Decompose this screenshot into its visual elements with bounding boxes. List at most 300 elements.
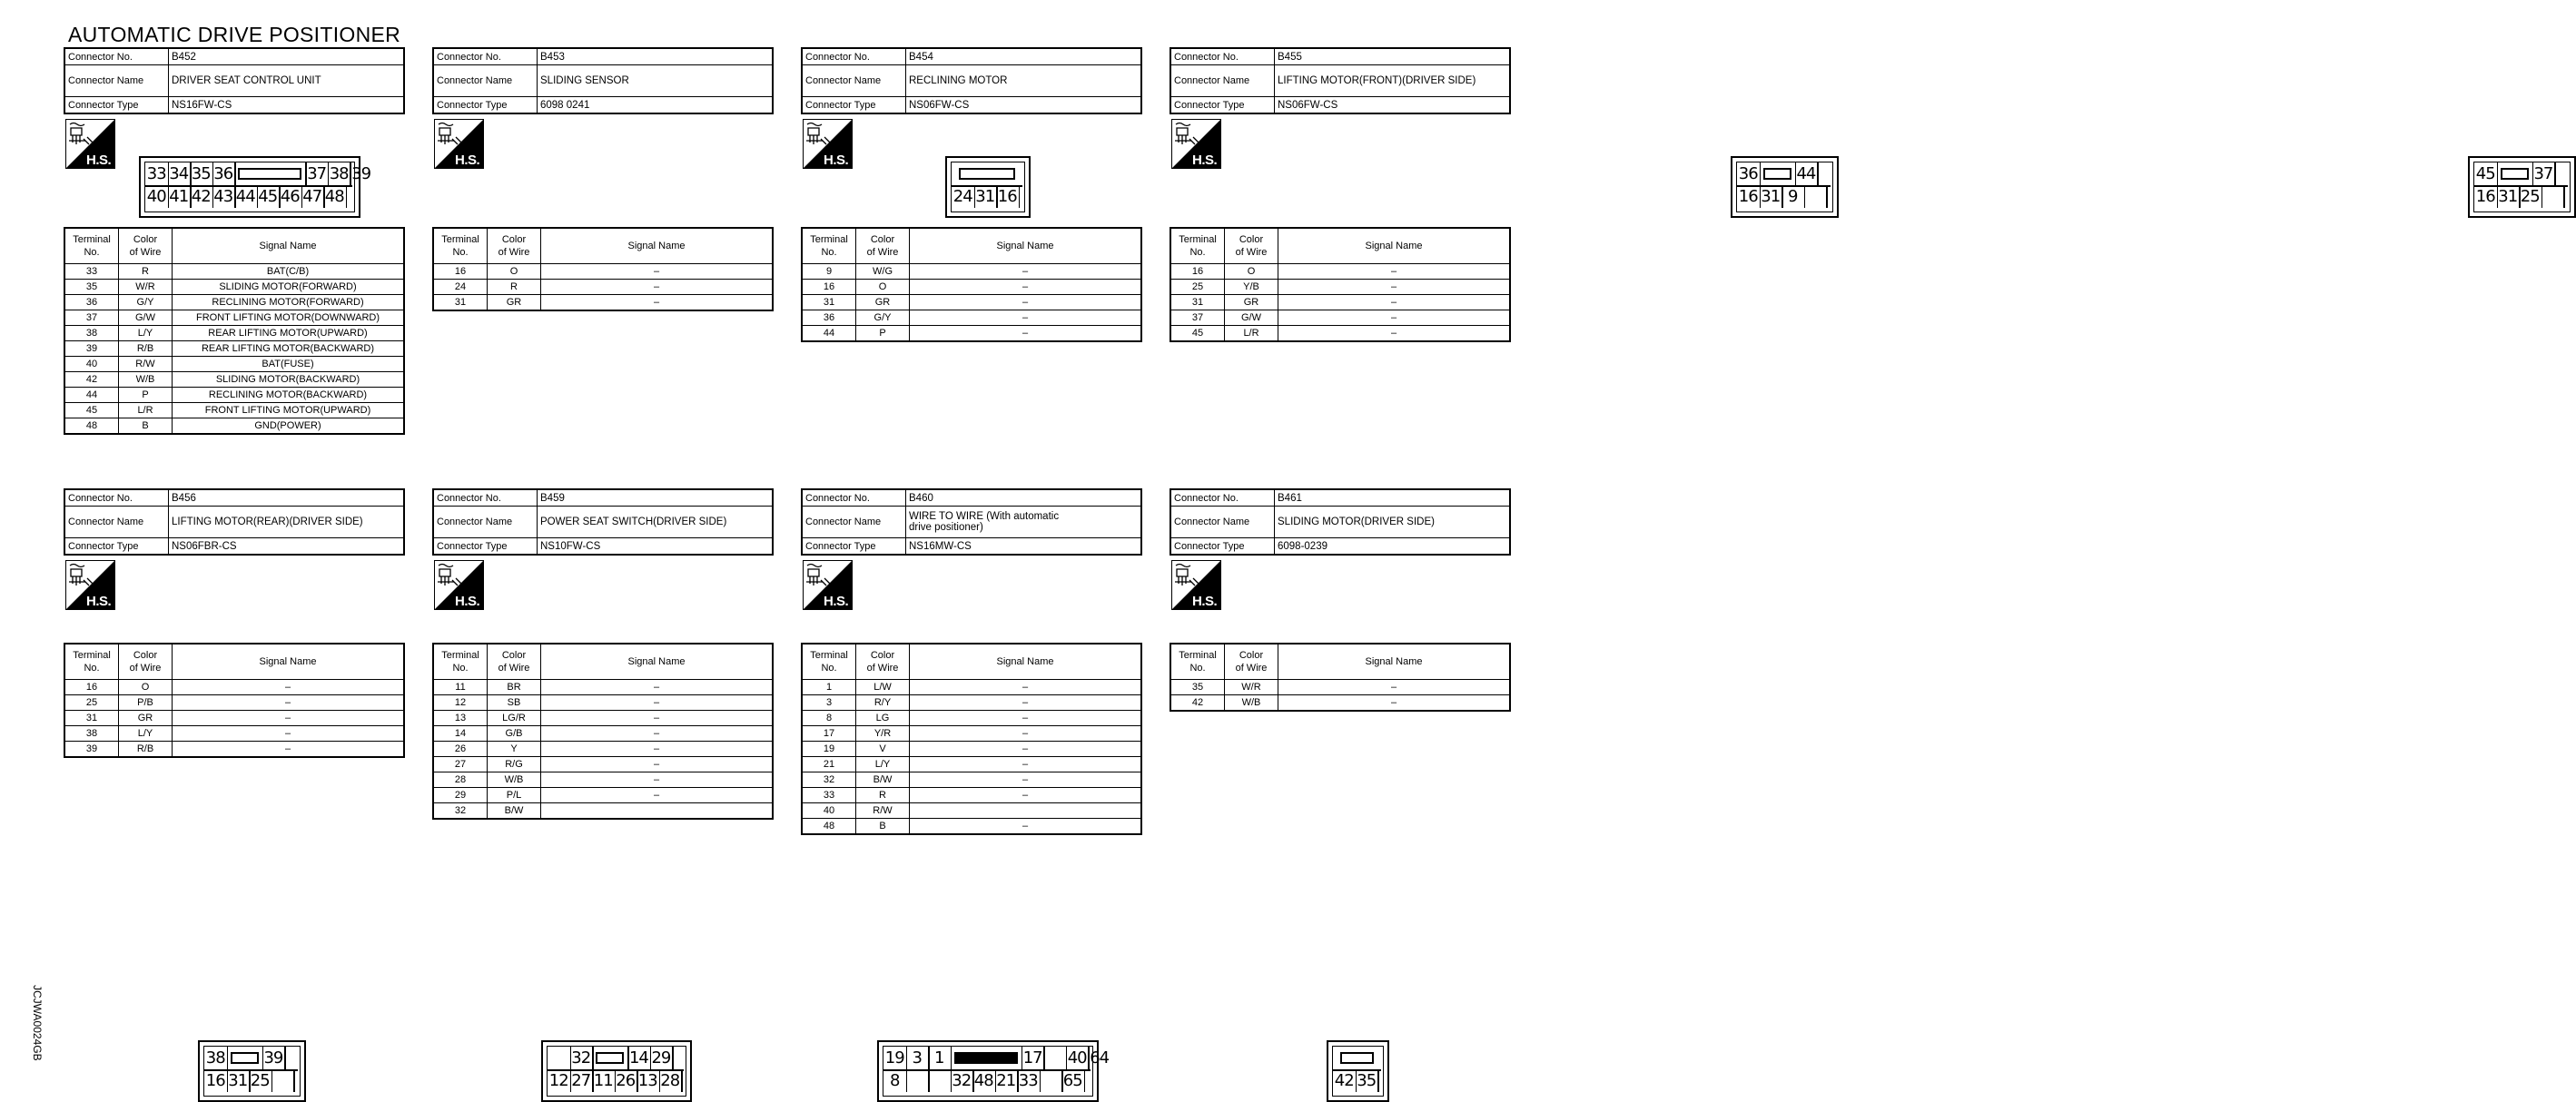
terminal-signal-table xyxy=(801,643,1142,835)
connector-face-diagram xyxy=(945,156,1031,218)
table-row xyxy=(802,280,1141,295)
harness-side-icon xyxy=(65,119,115,169)
connector-pin: 38 xyxy=(329,164,349,183)
terminal-header-line-2: No. xyxy=(84,247,100,258)
terminal-no-cell: 24 xyxy=(433,280,488,295)
signal-name-cell: – xyxy=(541,742,774,757)
table-row xyxy=(1170,280,1510,295)
wire-color-cell: L/Y xyxy=(119,326,173,341)
color-header-line-2: of Wire xyxy=(498,247,530,258)
wire-color-cell: L/Y xyxy=(119,726,173,742)
harness-side-icon xyxy=(1171,560,1221,610)
connector-no-row xyxy=(64,48,404,65)
signal-name-cell: – xyxy=(910,280,1142,295)
color-header-line-1: Color xyxy=(870,234,895,245)
connector-pin: 37 xyxy=(307,164,327,183)
connector-pin: 24 xyxy=(952,187,972,206)
terminal-no-cell: 37 xyxy=(64,310,119,326)
wire-color-cell: P/L xyxy=(488,788,541,803)
table-row xyxy=(1170,695,1510,712)
connector-pin: 64 xyxy=(1090,1048,1110,1068)
wire-color-cell: R/Y xyxy=(856,695,910,711)
signal-name-cell: SLIDING MOTOR(FORWARD) xyxy=(173,280,405,295)
connector-pin: 25 xyxy=(2520,187,2540,206)
table-row xyxy=(802,819,1141,835)
wire-color-cell: L/Y xyxy=(856,757,910,772)
terminal-signal-table xyxy=(1170,643,1511,712)
wire-color-cell: W/G xyxy=(856,264,910,280)
table-row xyxy=(433,295,773,311)
connector-pin xyxy=(1040,1069,1062,1092)
connector-no-row xyxy=(433,48,773,65)
terminal-no-cell: 25 xyxy=(1170,280,1225,295)
signal-name-header: Signal Name xyxy=(541,228,774,264)
connector-face-diagram xyxy=(2468,156,2576,218)
connector-name-value: LIFTING MOTOR(FRONT)(DRIVER SIDE) xyxy=(1275,65,1511,97)
terminal-no-cell: 44 xyxy=(64,388,119,403)
connector-type-row xyxy=(64,538,404,556)
connector-type-value: 6098 0241 xyxy=(538,97,774,114)
figure-code: JCJWA0024GB xyxy=(31,985,44,1061)
wire-color-cell: R/B xyxy=(119,742,173,758)
wire-color-cell: GR xyxy=(119,711,173,726)
connector-header-table xyxy=(432,488,774,556)
table-row xyxy=(64,280,404,295)
connector-face-inner xyxy=(1332,1046,1384,1097)
color-header-line-2: of Wire xyxy=(129,247,162,258)
connector-type-row xyxy=(433,97,773,114)
connector-pin: 14 xyxy=(628,1048,648,1068)
terminal-no-cell: 35 xyxy=(1170,680,1225,695)
connector-pin: 28 xyxy=(660,1071,680,1090)
connector-name-row xyxy=(1170,507,1510,538)
signal-name-cell: – xyxy=(541,711,774,726)
wire-color-cell: V xyxy=(856,742,910,757)
table-row xyxy=(802,803,1141,819)
terminal-header-line-2: No. xyxy=(1189,663,1206,674)
table-row xyxy=(64,357,404,372)
connector-type-row xyxy=(433,538,773,556)
table-row xyxy=(802,711,1141,726)
connector-pin: 40 xyxy=(146,187,166,206)
connector-no-row xyxy=(433,489,773,507)
terminal-no-cell: 40 xyxy=(802,803,856,819)
connector-type-row xyxy=(1170,538,1510,556)
wire-color-cell: GR xyxy=(488,295,541,311)
terminal-no-cell: 33 xyxy=(802,788,856,803)
table-row xyxy=(64,264,404,280)
wire-color-cell: G/Y xyxy=(856,310,910,326)
connector-pin-divider xyxy=(346,185,348,208)
table-row xyxy=(802,680,1141,695)
signal-name-header: Signal Name xyxy=(910,228,1142,264)
color-header-line-2: of Wire xyxy=(1235,247,1268,258)
wire-color-cell: R xyxy=(488,280,541,295)
connector-type-value: NS16FW-CS xyxy=(169,97,405,114)
wire-color-header xyxy=(856,228,910,264)
table-row xyxy=(433,726,773,742)
connector-no-row xyxy=(64,489,404,507)
table-row xyxy=(64,388,404,403)
table-row xyxy=(433,803,773,820)
signal-name-cell: BAT(FUSE) xyxy=(173,357,405,372)
terminal-no-cell: 28 xyxy=(433,772,488,788)
connector-block-b461 xyxy=(1170,488,1511,1090)
connector-pin: 13 xyxy=(637,1071,657,1090)
terminal-table-header xyxy=(64,228,404,264)
connector-pin-divider xyxy=(672,1047,674,1069)
connector-no-value: B454 xyxy=(906,48,1142,65)
connector-pin: 8 xyxy=(890,1071,900,1090)
connector-face-inner xyxy=(883,1046,1110,1097)
connector-no-value: B455 xyxy=(1275,48,1511,65)
table-row xyxy=(1170,680,1510,695)
connector-pin: 35 xyxy=(191,164,211,183)
wire-color-cell: SB xyxy=(488,695,541,711)
connector-name-row xyxy=(64,65,404,97)
terminal-no-cell: 39 xyxy=(64,341,119,357)
wire-color-cell: Y/B xyxy=(1225,280,1278,295)
connector-type-row xyxy=(64,97,404,114)
terminal-no-cell: 45 xyxy=(1170,326,1225,342)
color-header-line-2: of Wire xyxy=(866,247,899,258)
terminal-header-line-2: No. xyxy=(821,247,837,258)
table-row xyxy=(1170,310,1510,326)
wire-color-cell: G/Y xyxy=(119,295,173,310)
connector-block-b460 xyxy=(801,488,1142,1090)
terminal-no-cell: 33 xyxy=(64,264,119,280)
table-row xyxy=(64,295,404,310)
wire-color-cell: P xyxy=(856,326,910,342)
connector-latch xyxy=(596,1052,624,1064)
wire-color-header xyxy=(1225,644,1278,680)
table-row xyxy=(802,742,1141,757)
signal-name-header: Signal Name xyxy=(910,644,1142,680)
connector-name-value: DRIVER SEAT CONTROL UNIT xyxy=(169,65,405,97)
table-row xyxy=(433,680,773,695)
wire-color-cell: L/R xyxy=(119,403,173,418)
connector-name-row xyxy=(64,507,404,538)
connector-header-table xyxy=(432,47,774,114)
signal-name-header: Signal Name xyxy=(173,228,405,264)
connector-face-inner xyxy=(2473,162,2571,212)
connector-header-table xyxy=(1170,488,1511,556)
signal-name-cell: – xyxy=(910,772,1142,788)
terminal-header-line-1: Terminal xyxy=(73,234,111,245)
connector-pin-divider xyxy=(227,1047,229,1069)
wire-color-cell: L/R xyxy=(1225,326,1278,342)
terminal-header-line-2: No. xyxy=(452,663,469,674)
connector-pin xyxy=(906,1069,929,1092)
wire-color-cell: LG xyxy=(856,711,910,726)
connector-type-label: Connector Type xyxy=(433,97,538,114)
wire-color-cell: W/B xyxy=(1225,695,1278,712)
table-row xyxy=(64,680,404,695)
connector-latch xyxy=(954,1052,1018,1064)
connector-pin: 17 xyxy=(1022,1048,1042,1068)
connector-header-table xyxy=(801,47,1142,114)
table-row xyxy=(1170,264,1510,280)
connector-pin: 16 xyxy=(205,1071,225,1090)
connector-pin: 44 xyxy=(235,187,255,206)
signal-name-cell: FRONT LIFTING MOTOR(UPWARD) xyxy=(173,403,405,418)
signal-name-cell: – xyxy=(173,742,405,758)
connector-latch xyxy=(959,168,1015,180)
connector-type-value: NS06FW-CS xyxy=(906,97,1142,114)
connector-pin: 39 xyxy=(351,164,371,183)
signal-name-cell: – xyxy=(910,819,1142,835)
terminal-header-line-2: No. xyxy=(84,663,100,674)
terminal-no-header xyxy=(433,228,488,264)
wire-color-cell: G/B xyxy=(488,726,541,742)
table-row xyxy=(64,341,404,357)
connector-pin: 32 xyxy=(952,1071,972,1090)
connector-pin-divider xyxy=(681,1069,683,1092)
table-row xyxy=(802,326,1141,342)
connector-pin: 31 xyxy=(228,1071,248,1090)
harness-side-icon xyxy=(65,560,115,610)
wire-color-header xyxy=(488,228,541,264)
terminal-no-cell: 38 xyxy=(64,326,119,341)
connector-type-row xyxy=(1170,97,1510,114)
connector-no-value: B456 xyxy=(169,489,405,507)
connector-face-inner xyxy=(1736,162,1833,212)
table-row xyxy=(802,310,1141,326)
wire-color-cell: P/B xyxy=(119,695,173,711)
signal-name-cell: BAT(C/B) xyxy=(173,264,405,280)
terminal-no-cell: 19 xyxy=(802,742,856,757)
connector-pin: 44 xyxy=(1796,164,1816,183)
connector-latch xyxy=(1340,1052,1374,1064)
connector-pin: 3 xyxy=(912,1048,922,1068)
signal-name-cell: – xyxy=(1278,680,1511,695)
wire-color-cell: GR xyxy=(856,295,910,310)
connector-pin-divider xyxy=(1826,185,1828,208)
terminal-no-cell: 16 xyxy=(1170,264,1225,280)
connector-no-row xyxy=(802,489,1141,507)
wire-color-cell: O xyxy=(119,680,173,695)
signal-name-cell: – xyxy=(910,326,1142,342)
connector-pin-divider xyxy=(234,162,236,185)
connector-type-value: NS10FW-CS xyxy=(538,538,774,556)
connector-pin-divider xyxy=(2554,162,2556,185)
signal-name-cell: REAR LIFTING MOTOR(UPWARD) xyxy=(173,326,405,341)
connector-name-value xyxy=(906,507,1142,538)
connector-name-row xyxy=(802,65,1141,97)
connector-block-b456 xyxy=(64,488,405,1090)
connector-type-value: NS06FBR-CS xyxy=(169,538,405,556)
connector-pin: 39 xyxy=(263,1048,283,1068)
wire-color-cell: R xyxy=(119,264,173,280)
table-row xyxy=(802,772,1141,788)
connector-pin xyxy=(1804,185,1827,208)
signal-name-cell: – xyxy=(910,310,1142,326)
signal-name-header: Signal Name xyxy=(1278,228,1511,264)
connector-name-label: Connector Name xyxy=(802,65,906,97)
table-row xyxy=(64,310,404,326)
terminal-table-header xyxy=(802,644,1141,680)
connector-pin-divider xyxy=(2497,162,2499,185)
terminal-header-line-1: Terminal xyxy=(441,234,479,245)
signal-name-cell: – xyxy=(173,695,405,711)
wire-color-cell: W/R xyxy=(1225,680,1278,695)
wire-color-cell: W/B xyxy=(119,372,173,388)
connector-pin: 31 xyxy=(975,187,995,206)
signal-name-cell: – xyxy=(910,695,1142,711)
table-row xyxy=(433,772,773,788)
color-header-line-1: Color xyxy=(1239,234,1264,245)
color-header-line-1: Color xyxy=(501,234,527,245)
connector-no-row xyxy=(1170,48,1510,65)
terminal-no-cell: 31 xyxy=(1170,295,1225,310)
terminal-no-cell: 29 xyxy=(433,788,488,803)
connector-header-table xyxy=(1170,47,1511,114)
terminal-signal-table xyxy=(432,227,774,311)
table-row xyxy=(64,372,404,388)
signal-name-cell: – xyxy=(910,295,1142,310)
connector-pin: 35 xyxy=(1357,1071,1377,1090)
signal-name-header: Signal Name xyxy=(173,644,405,680)
connector-pin: 11 xyxy=(593,1071,613,1090)
signal-name-cell xyxy=(541,803,774,820)
color-header-line-1: Color xyxy=(870,650,895,661)
terminal-no-cell: 45 xyxy=(64,403,119,418)
connector-name-row xyxy=(433,507,773,538)
signal-name-cell: – xyxy=(173,726,405,742)
terminal-signal-table xyxy=(432,643,774,820)
terminal-no-cell: 31 xyxy=(64,711,119,726)
terminal-no-cell: 35 xyxy=(64,280,119,295)
terminal-no-cell: 37 xyxy=(1170,310,1225,326)
table-row xyxy=(1170,326,1510,342)
signal-name-cell: RECLINING MOTOR(FORWARD) xyxy=(173,295,405,310)
connector-pin: 32 xyxy=(571,1048,591,1068)
color-header-line-1: Color xyxy=(501,650,527,661)
wire-color-header xyxy=(119,644,173,680)
connector-pin xyxy=(1043,1047,1066,1069)
signal-name-cell: – xyxy=(910,680,1142,695)
connector-pin-divider xyxy=(592,1047,594,1069)
connector-no-label: Connector No. xyxy=(1170,489,1275,507)
terminal-no-cell: 17 xyxy=(802,726,856,742)
signal-name-cell xyxy=(910,803,1142,819)
signal-name-cell: – xyxy=(541,295,774,311)
connector-type-row xyxy=(802,97,1141,114)
connector-latch xyxy=(238,168,301,180)
connector-no-label: Connector No. xyxy=(433,48,538,65)
wire-color-cell: Y/R xyxy=(856,726,910,742)
connector-pin: 19 xyxy=(884,1048,904,1068)
terminal-table-header xyxy=(802,228,1141,264)
table-row xyxy=(64,326,404,341)
connector-name-line-1: WIRE TO WIRE (With automatic xyxy=(909,511,1060,522)
connector-pin-divider xyxy=(951,1047,952,1069)
connector-pin xyxy=(2541,185,2564,208)
wire-color-cell: BR xyxy=(488,680,541,695)
terminal-header-line-1: Terminal xyxy=(810,650,848,661)
wire-color-cell: B xyxy=(119,418,173,435)
terminal-no-header xyxy=(1170,228,1225,264)
connector-type-label: Connector Type xyxy=(64,97,169,114)
terminal-no-header xyxy=(64,228,119,264)
table-row xyxy=(433,742,773,757)
connector-face-diagram xyxy=(877,1040,1110,1102)
wire-color-cell: G/W xyxy=(1225,310,1278,326)
connector-name-label: Connector Name xyxy=(64,507,169,538)
signal-name-cell: FRONT LIFTING MOTOR(DOWNWARD) xyxy=(173,310,405,326)
connector-pin: 47 xyxy=(302,187,322,206)
connector-type-label: Connector Type xyxy=(433,538,538,556)
connector-no-value: B452 xyxy=(169,48,405,65)
wire-color-header xyxy=(119,228,173,264)
table-row xyxy=(433,711,773,726)
signal-name-cell: – xyxy=(541,772,774,788)
terminal-signal-table xyxy=(64,643,405,758)
harness-side-icon xyxy=(803,119,853,169)
signal-name-cell: – xyxy=(1278,695,1511,712)
connector-name-label: Connector Name xyxy=(1170,65,1275,97)
wire-color-cell: O xyxy=(856,280,910,295)
terminal-no-cell: 40 xyxy=(64,357,119,372)
wire-color-cell: B/W xyxy=(488,803,541,820)
connector-no-label: Connector No. xyxy=(802,489,906,507)
color-header-line-1: Color xyxy=(133,234,158,245)
connector-pin: 31 xyxy=(2498,187,2518,206)
connector-pin: 33 xyxy=(1018,1071,1038,1090)
connector-no-row xyxy=(802,48,1141,65)
terminal-signal-table xyxy=(1170,227,1511,342)
terminal-no-cell: 36 xyxy=(802,310,856,326)
signal-name-cell: – xyxy=(541,726,774,742)
connector-no-value: B460 xyxy=(906,489,1142,507)
connector-type-value: NS06FW-CS xyxy=(1275,97,1511,114)
terminal-no-cell: 26 xyxy=(433,742,488,757)
wire-color-header xyxy=(1225,228,1278,264)
table-row xyxy=(433,788,773,803)
connector-face-diagram xyxy=(1731,156,1839,218)
connector-name-row xyxy=(433,65,773,97)
terminal-table-header xyxy=(1170,228,1510,264)
table-row xyxy=(433,695,773,711)
connector-no-label: Connector No. xyxy=(802,48,906,65)
table-row xyxy=(64,418,404,435)
connector-pin-divider xyxy=(284,1047,286,1069)
signal-name-cell: – xyxy=(910,788,1142,803)
connector-pin: 65 xyxy=(1062,1071,1082,1090)
wire-color-cell: B xyxy=(856,819,910,835)
table-row xyxy=(802,788,1141,803)
signal-name-cell: – xyxy=(541,788,774,803)
wire-color-cell: W/B xyxy=(488,772,541,788)
terminal-no-cell: 36 xyxy=(64,295,119,310)
signal-name-cell: – xyxy=(910,711,1142,726)
terminal-no-cell: 9 xyxy=(802,264,856,280)
connector-pin-divider xyxy=(1817,162,1819,185)
terminal-no-header xyxy=(802,228,856,264)
harness-side-icon xyxy=(434,560,484,610)
signal-name-cell: – xyxy=(910,757,1142,772)
signal-name-cell: RECLINING MOTOR(BACKWARD) xyxy=(173,388,405,403)
connector-no-row xyxy=(1170,489,1510,507)
terminal-no-cell: 48 xyxy=(802,819,856,835)
terminal-header-line-2: No. xyxy=(821,663,837,674)
table-row xyxy=(64,695,404,711)
wire-color-cell: GR xyxy=(1225,295,1278,310)
signal-name-cell: GND(POWER) xyxy=(173,418,405,435)
signal-name-cell: SLIDING MOTOR(BACKWARD) xyxy=(173,372,405,388)
connector-face-inner xyxy=(547,1046,686,1097)
connector-pin: 48 xyxy=(973,1071,993,1090)
